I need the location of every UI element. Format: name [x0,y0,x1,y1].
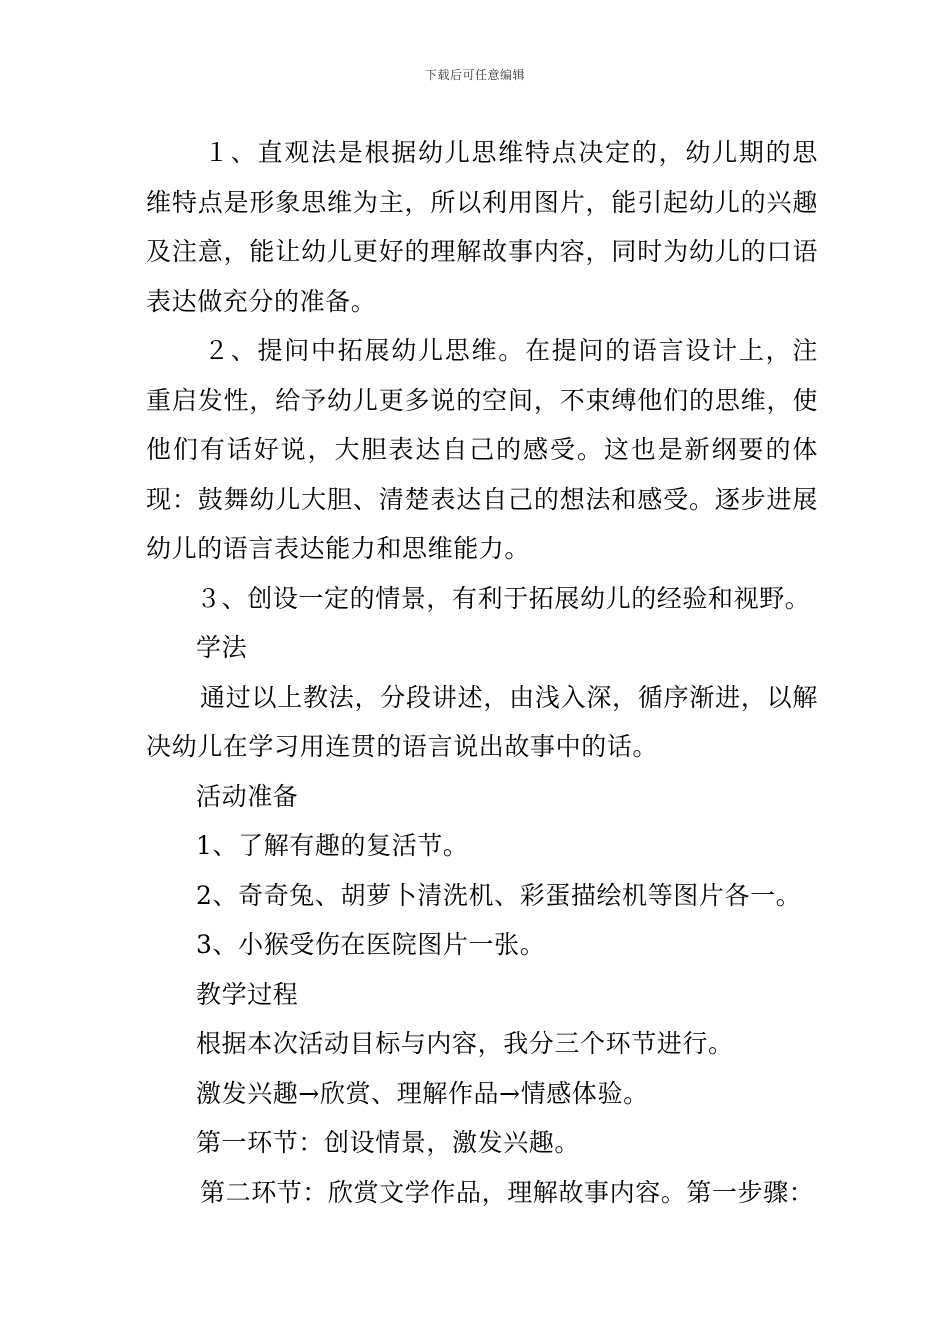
list-item-prep-2: 2、奇奇兔、胡萝卜清洗机、彩蛋描绘机等图片各一。 [196,880,802,910]
paragraph-stage-1: 第一环节：创设情景，激发兴趣。 [196,1128,581,1157]
page-header: 下载后可任意编辑 [424,68,525,82]
list-item-prep-3: 3、小猴受伤在医院图片一张。 [196,930,546,959]
heading-teaching-process: 教学过程 [196,979,299,1009]
paragraph-process-intro: 根据本次活动目标与内容，我分三个环节进行。 [196,1029,734,1058]
paragraph-intuitive-method: １、直观法是根据幼儿思维特点决定的，幼儿期的思维特点是形象思维为主，所以利用图片，能引起幼儿的兴趣及注意，能让幼儿更好的理解故事内容，同时为幼儿的口语表达做充分的准备。 [146,138,818,316]
heading-activity-prep: 活动准备 [196,781,299,811]
heading-learning-method: 学法 [196,633,248,662]
paragraph-stage-2: 第二环节：欣赏文学作品，理解故事内容。第一步骤： [200,1177,815,1207]
paragraph-questioning: ２、提问中拓展幼儿思维。在提问的语言设计上，注重启发性，给予幼儿更多说的空间，不束缚他们的思维，使他们有话好说，大胆表达自己的感受。这也是新纲要的体现：鼓舞幼儿大胆、清楚表达自己的想法和感受。逐步进展幼儿的语言表达能力和思维能力。 [146,336,818,563]
paragraph-scenario: ３、创设一定的情景，有利于拓展幼儿的经验和视野。 [196,583,811,613]
paragraph-learning-method: 通过以上教法，分段讲述，由浅入深，循序渐进，以解决幼儿在学习用连贯的语言说出故事中的话。 [146,682,818,761]
document-body [146,128,818,1217]
list-item-prep-1: 1、了解有趣的复活节。 [196,831,469,860]
paragraph-process-flow: 激发兴趣→欣赏、理解作品→情感体验。 [196,1078,649,1108]
